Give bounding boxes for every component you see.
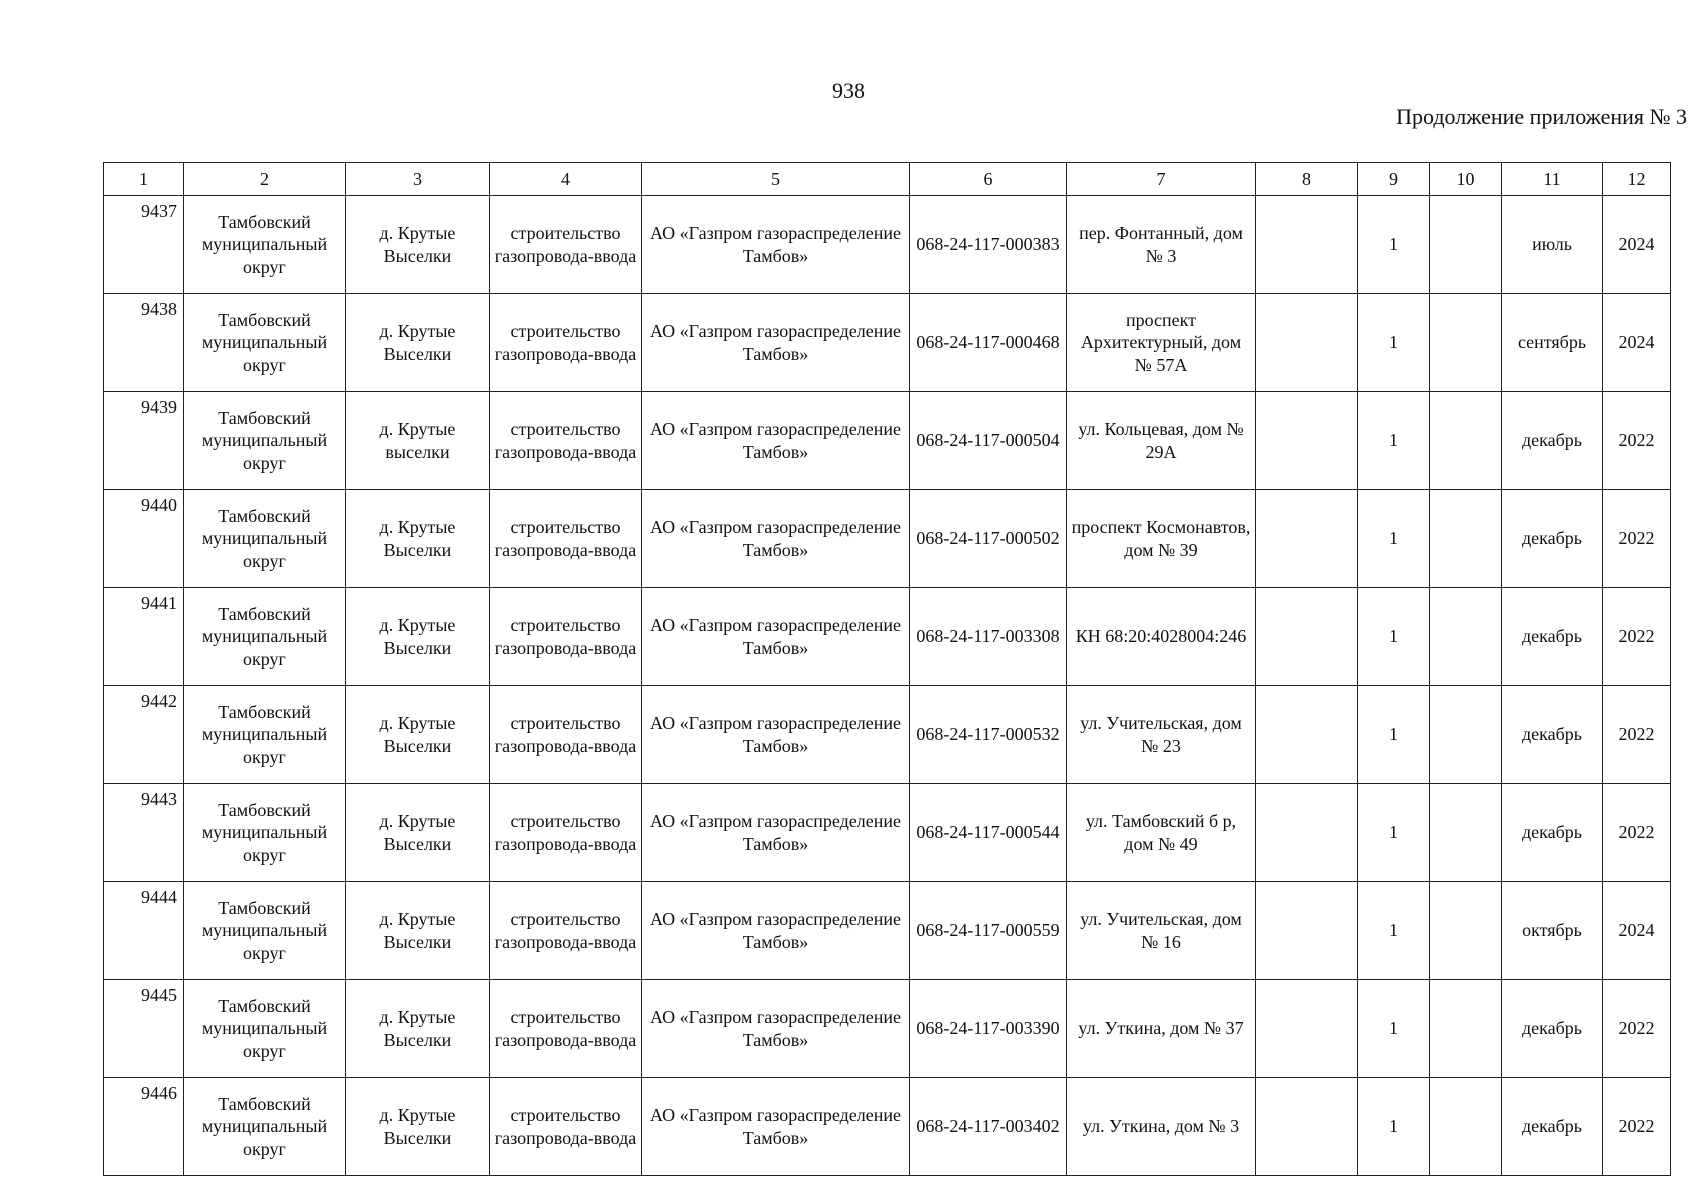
cell-column-8	[1256, 1078, 1358, 1176]
column-header-3: 3	[346, 163, 490, 196]
cell-municipality: Тамбовский муниципальный округ	[184, 784, 346, 882]
cell-municipality: Тамбовский муниципальный округ	[184, 196, 346, 294]
cell-settlement: д. Крутые Выселки	[346, 588, 490, 686]
cell-settlement: д. Крутые Выселки	[346, 980, 490, 1078]
cell-year: 2024	[1603, 294, 1671, 392]
cell-settlement: д. Крутые Выселки	[346, 1078, 490, 1176]
cell-settlement: д. Крутые Выселки	[346, 294, 490, 392]
cell-quantity: 1	[1358, 294, 1430, 392]
cell-year: 2024	[1603, 882, 1671, 980]
cell-address: ул. Уткина, дом № 37	[1067, 980, 1256, 1078]
cell-address: ул. Тамбовский б р, дом № 49	[1067, 784, 1256, 882]
cell-organization: АО «Газпром газораспределение Тамбов»	[642, 882, 910, 980]
cell-column-8	[1256, 784, 1358, 882]
cell-month: декабрь	[1502, 490, 1603, 588]
cell-object-code: 068-24-117-000468	[910, 294, 1067, 392]
cell-month: июль	[1502, 196, 1603, 294]
cell-object-code: 068-24-117-003308	[910, 588, 1067, 686]
table-row	[104, 490, 1671, 588]
register-table	[103, 162, 1671, 1176]
cell-column-8	[1256, 882, 1358, 980]
cell-month: сентябрь	[1502, 294, 1603, 392]
cell-object-code: 068-24-117-000504	[910, 392, 1067, 490]
cell-municipality: Тамбовский муниципальный округ	[184, 490, 346, 588]
cell-year: 2022	[1603, 784, 1671, 882]
column-header-12: 12	[1603, 163, 1671, 196]
cell-year: 2022	[1603, 490, 1671, 588]
column-header-2: 2	[184, 163, 346, 196]
cell-address: ул. Учительская, дом № 16	[1067, 882, 1256, 980]
cell-column-10	[1430, 294, 1502, 392]
cell-month: декабрь	[1502, 784, 1603, 882]
cell-settlement: д. Крутые Выселки	[346, 784, 490, 882]
table-row	[104, 1078, 1671, 1176]
cell-column-8	[1256, 980, 1358, 1078]
column-header-5: 5	[642, 163, 910, 196]
cell-column-10	[1430, 882, 1502, 980]
cell-column-8	[1256, 490, 1358, 588]
header-row	[104, 163, 1671, 196]
cell-settlement: д. Крутые Выселки	[346, 196, 490, 294]
cell-quantity: 1	[1358, 588, 1430, 686]
cell-quantity: 1	[1358, 196, 1430, 294]
cell-work-type: строительство газопровода-ввода	[490, 686, 642, 784]
cell-column-8	[1256, 294, 1358, 392]
cell-object-code: 068-24-117-003402	[910, 1078, 1067, 1176]
table-row	[104, 392, 1671, 490]
cell-work-type: строительство газопровода-ввода	[490, 490, 642, 588]
cell-organization: АО «Газпром газораспределение Тамбов»	[642, 196, 910, 294]
column-header-10: 10	[1430, 163, 1502, 196]
cell-record-number: 9443	[104, 784, 184, 882]
cell-column-10	[1430, 784, 1502, 882]
table-row	[104, 588, 1671, 686]
cell-quantity: 1	[1358, 882, 1430, 980]
cell-address: ул. Учительская, дом № 23	[1067, 686, 1256, 784]
cell-record-number: 9439	[104, 392, 184, 490]
cell-object-code: 068-24-117-000532	[910, 686, 1067, 784]
cell-organization: АО «Газпром газораспределение Тамбов»	[642, 490, 910, 588]
cell-quantity: 1	[1358, 490, 1430, 588]
cell-column-10	[1430, 392, 1502, 490]
cell-column-8	[1256, 686, 1358, 784]
column-header-6: 6	[910, 163, 1067, 196]
column-header-7: 7	[1067, 163, 1256, 196]
cell-column-8	[1256, 196, 1358, 294]
cell-quantity: 1	[1358, 1078, 1430, 1176]
cell-municipality: Тамбовский муниципальный округ	[184, 882, 346, 980]
cell-settlement: д. Крутые Выселки	[346, 490, 490, 588]
cell-column-10	[1430, 980, 1502, 1078]
cell-month: декабрь	[1502, 686, 1603, 784]
cell-organization: АО «Газпром газораспределение Тамбов»	[642, 1078, 910, 1176]
table-row	[104, 294, 1671, 392]
cell-work-type: строительство газопровода-ввода	[490, 882, 642, 980]
cell-municipality: Тамбовский муниципальный округ	[184, 980, 346, 1078]
cell-record-number: 9440	[104, 490, 184, 588]
cell-municipality: Тамбовский муниципальный округ	[184, 1078, 346, 1176]
cell-record-number: 9437	[104, 196, 184, 294]
cell-organization: АО «Газпром газораспределение Тамбов»	[642, 686, 910, 784]
cell-record-number: 9438	[104, 294, 184, 392]
cell-month: декабрь	[1502, 980, 1603, 1078]
cell-month: декабрь	[1502, 392, 1603, 490]
table-row	[104, 686, 1671, 784]
cell-year: 2022	[1603, 980, 1671, 1078]
table-row	[104, 784, 1671, 882]
cell-municipality: Тамбовский муниципальный округ	[184, 686, 346, 784]
cell-work-type: строительство газопровода-ввода	[490, 196, 642, 294]
cell-address: пер. Фонтанный, дом № 3	[1067, 196, 1256, 294]
cell-municipality: Тамбовский муниципальный округ	[184, 294, 346, 392]
column-header-8: 8	[1256, 163, 1358, 196]
cell-year: 2022	[1603, 1078, 1671, 1176]
cell-address: проспект Космонавтов, дом № 39	[1067, 490, 1256, 588]
cell-object-code: 068-24-117-000502	[910, 490, 1067, 588]
cell-record-number: 9442	[104, 686, 184, 784]
cell-municipality: Тамбовский муниципальный округ	[184, 392, 346, 490]
cell-settlement: д. Крутые Выселки	[346, 882, 490, 980]
cell-work-type: строительство газопровода-ввода	[490, 980, 642, 1078]
cell-object-code: 068-24-117-003390	[910, 980, 1067, 1078]
cell-year: 2024	[1603, 196, 1671, 294]
cell-record-number: 9445	[104, 980, 184, 1078]
table-row	[104, 980, 1671, 1078]
cell-quantity: 1	[1358, 392, 1430, 490]
cell-quantity: 1	[1358, 980, 1430, 1078]
table-row	[104, 196, 1671, 294]
cell-organization: АО «Газпром газораспределение Тамбов»	[642, 588, 910, 686]
column-header-11: 11	[1502, 163, 1603, 196]
cell-month: октябрь	[1502, 882, 1603, 980]
table-row	[104, 882, 1671, 980]
cell-record-number: 9446	[104, 1078, 184, 1176]
cell-work-type: строительство газопровода-ввода	[490, 1078, 642, 1176]
cell-month: декабрь	[1502, 588, 1603, 686]
cell-work-type: строительство газопровода-ввода	[490, 784, 642, 882]
cell-column-8	[1256, 588, 1358, 686]
cell-record-number: 9441	[104, 588, 184, 686]
cell-column-10	[1430, 1078, 1502, 1176]
cell-month: декабрь	[1502, 1078, 1603, 1176]
cell-column-10	[1430, 588, 1502, 686]
cell-object-code: 068-24-117-000559	[910, 882, 1067, 980]
cell-year: 2022	[1603, 588, 1671, 686]
cell-settlement: д. Крутые Выселки	[346, 686, 490, 784]
cell-column-10	[1430, 686, 1502, 784]
cell-organization: АО «Газпром газораспределение Тамбов»	[642, 980, 910, 1078]
column-header-9: 9	[1358, 163, 1430, 196]
cell-organization: АО «Газпром газораспределение Тамбов»	[642, 392, 910, 490]
cell-work-type: строительство газопровода-ввода	[490, 294, 642, 392]
cell-address: проспект Архитектурный, дом № 57А	[1067, 294, 1256, 392]
cell-column-10	[1430, 196, 1502, 294]
cell-address: КН 68:20:4028004:246	[1067, 588, 1256, 686]
page-number: 938	[832, 78, 865, 103]
appendix-note: Продолжение приложения № 3	[1396, 104, 1687, 129]
cell-organization: АО «Газпром газораспределение Тамбов»	[642, 784, 910, 882]
cell-quantity: 1	[1358, 784, 1430, 882]
cell-record-number: 9444	[104, 882, 184, 980]
cell-quantity: 1	[1358, 686, 1430, 784]
cell-column-8	[1256, 392, 1358, 490]
cell-object-code: 068-24-117-000544	[910, 784, 1067, 882]
column-header-4: 4	[490, 163, 642, 196]
cell-year: 2022	[1603, 686, 1671, 784]
cell-year: 2022	[1603, 392, 1671, 490]
cell-address: ул. Кольцевая, дом № 29А	[1067, 392, 1256, 490]
column-header-1: 1	[104, 163, 184, 196]
cell-work-type: строительство газопровода-ввода	[490, 588, 642, 686]
cell-address: ул. Уткина, дом № 3	[1067, 1078, 1256, 1176]
cell-work-type: строительство газопровода-ввода	[490, 392, 642, 490]
cell-organization: АО «Газпром газораспределение Тамбов»	[642, 294, 910, 392]
cell-municipality: Тамбовский муниципальный округ	[184, 588, 346, 686]
cell-settlement: д. Крутые выселки	[346, 392, 490, 490]
cell-object-code: 068-24-117-000383	[910, 196, 1067, 294]
cell-column-10	[1430, 490, 1502, 588]
